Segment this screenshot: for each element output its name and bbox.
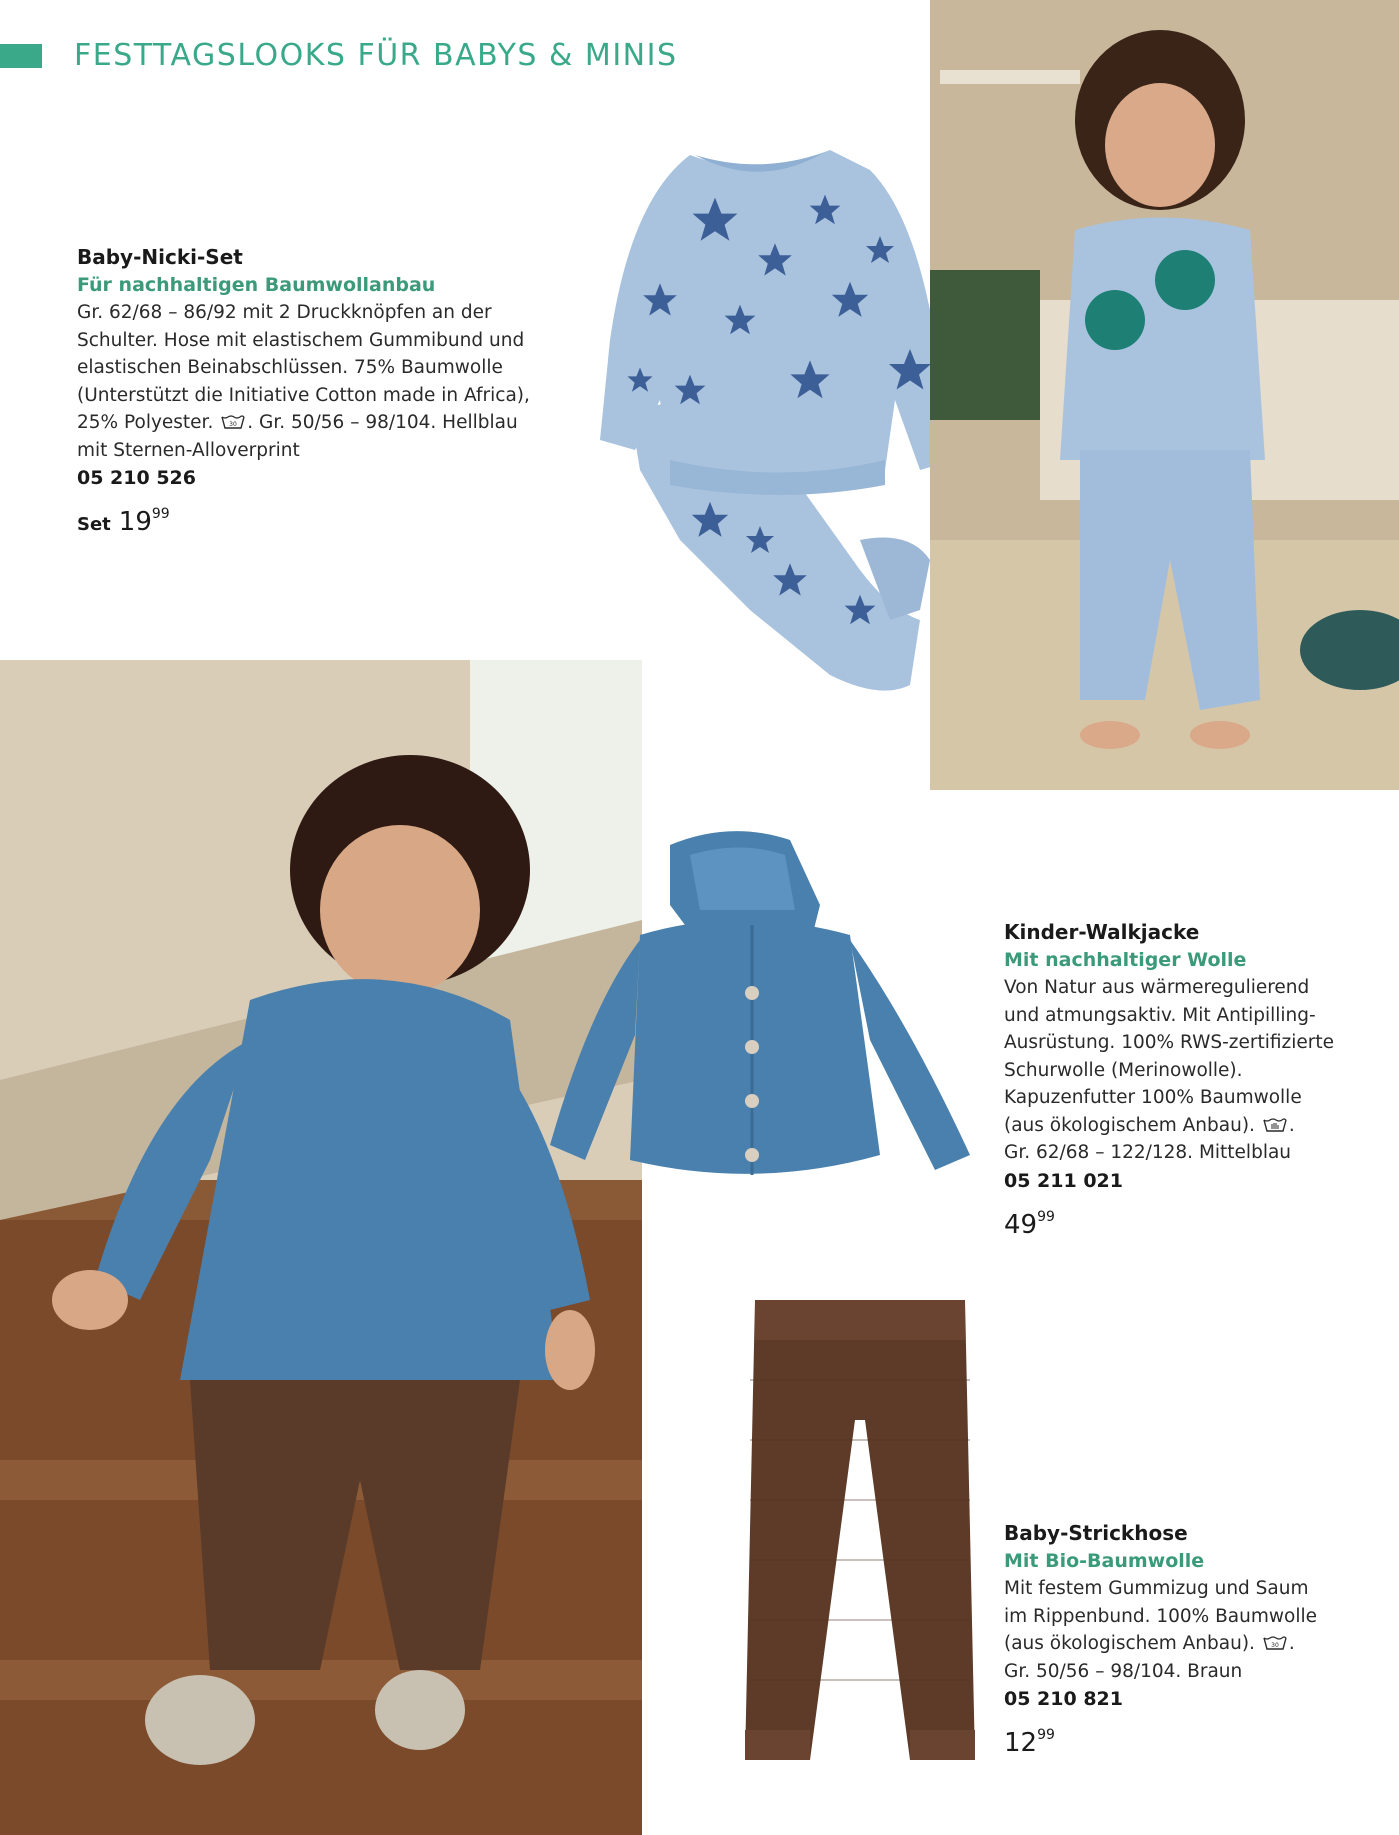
desc-line: Mit festem Gummizug und Saum <box>1004 1578 1309 1599</box>
price-main: 49 <box>1004 1209 1038 1240</box>
desc-line: und atmungsaktiv. Mit Antipilling- <box>1004 1004 1316 1026</box>
desc-line-with-icon: (aus ökologischem Anbau). . <box>1004 1114 1295 1136</box>
price-main: 19 <box>118 507 152 537</box>
price-main: 12 <box>1004 1728 1038 1758</box>
desc-line: (Unterstützt die Initiative Cotton made in Africa), <box>77 384 530 406</box>
article-number: 05 210 821 <box>1004 1688 1123 1710</box>
desc-line: Kapuzenfutter 100% Baumwolle <box>1004 1087 1302 1108</box>
product-description <box>1004 974 1364 1167</box>
desc-line: Gr. 50/56 – 98/104. Braun <box>1004 1660 1243 1682</box>
product-subtitle: Für nachhaltigen Baumwollanbau <box>77 274 436 296</box>
product-subtitle: Mit nachhaltiger Wolle <box>1004 949 1247 971</box>
product-baby-nicki-set <box>77 243 557 543</box>
page-title: FESTTAGSLOOKS FÜR BABYS & MINIS <box>74 38 678 73</box>
desc-line: elastischen Beinabschlüssen. 75% Baumwolle <box>77 357 503 378</box>
product-name: Baby-Strickhose <box>1004 1521 1188 1545</box>
product-name: Baby-Nicki-Set <box>77 245 243 269</box>
product-subtitle: Mit Bio-Baumwolle <box>1004 1550 1205 1572</box>
wash-30-icon <box>221 414 245 430</box>
price <box>1004 1199 1364 1246</box>
article-number: 05 211 021 <box>1004 1169 1123 1192</box>
desc-line: Schulter. Hose mit elastischem Gummibund und <box>77 329 525 351</box>
toddler-star-set-photo <box>930 0 1399 790</box>
price-cents: 99 <box>151 506 170 522</box>
price <box>1004 1717 1364 1764</box>
strickhose-product-image <box>730 1290 990 1770</box>
desc-line: mit Sternen-Alloverprint <box>77 439 300 461</box>
article-number: 05 210 526 <box>77 467 196 489</box>
product-name: Kinder-Walkjacke <box>1004 920 1200 944</box>
desc-line: Gr. 62/68 – 86/92 mit 2 Druckknöpfen an der <box>77 302 492 323</box>
svg-text:30: 30 <box>1271 1642 1279 1649</box>
price-cents: 99 <box>1037 1727 1055 1743</box>
price-cents: 99 <box>1037 1208 1055 1225</box>
desc-line-with-icon: (aus ökologischem Anbau). 30 . <box>1004 1633 1295 1654</box>
product-description <box>1004 1575 1364 1685</box>
hand-wash-icon <box>1263 1117 1287 1133</box>
header-accent-bar <box>0 44 42 68</box>
price <box>77 496 557 543</box>
desc-line: Von Natur aus wärmeregulierend <box>1004 977 1310 998</box>
desc-line: Gr. 62/68 – 122/128. Mittelblau <box>1004 1142 1292 1163</box>
desc-line: im Rippenbund. 100% Baumwolle <box>1004 1605 1317 1627</box>
product-baby-strickhose <box>1004 1519 1364 1764</box>
desc-line: Schurwolle (Merinowolle). <box>1004 1059 1243 1081</box>
price-prefix: Set <box>77 514 111 535</box>
product-kinder-walkjacke <box>1004 918 1364 1246</box>
desc-line-with-icon: 25% Polyester. 30 . Gr. 50/56 – 98/104. Hellblau <box>77 412 518 433</box>
svg-text:30: 30 <box>229 421 238 428</box>
walkjacke-product-image <box>530 825 980 1235</box>
wash-30-icon <box>1263 1635 1287 1651</box>
product-description <box>77 299 557 464</box>
star-set-product-image <box>560 140 990 700</box>
desc-line: Ausrüstung. 100% RWS-zertifizierte <box>1004 1032 1335 1053</box>
